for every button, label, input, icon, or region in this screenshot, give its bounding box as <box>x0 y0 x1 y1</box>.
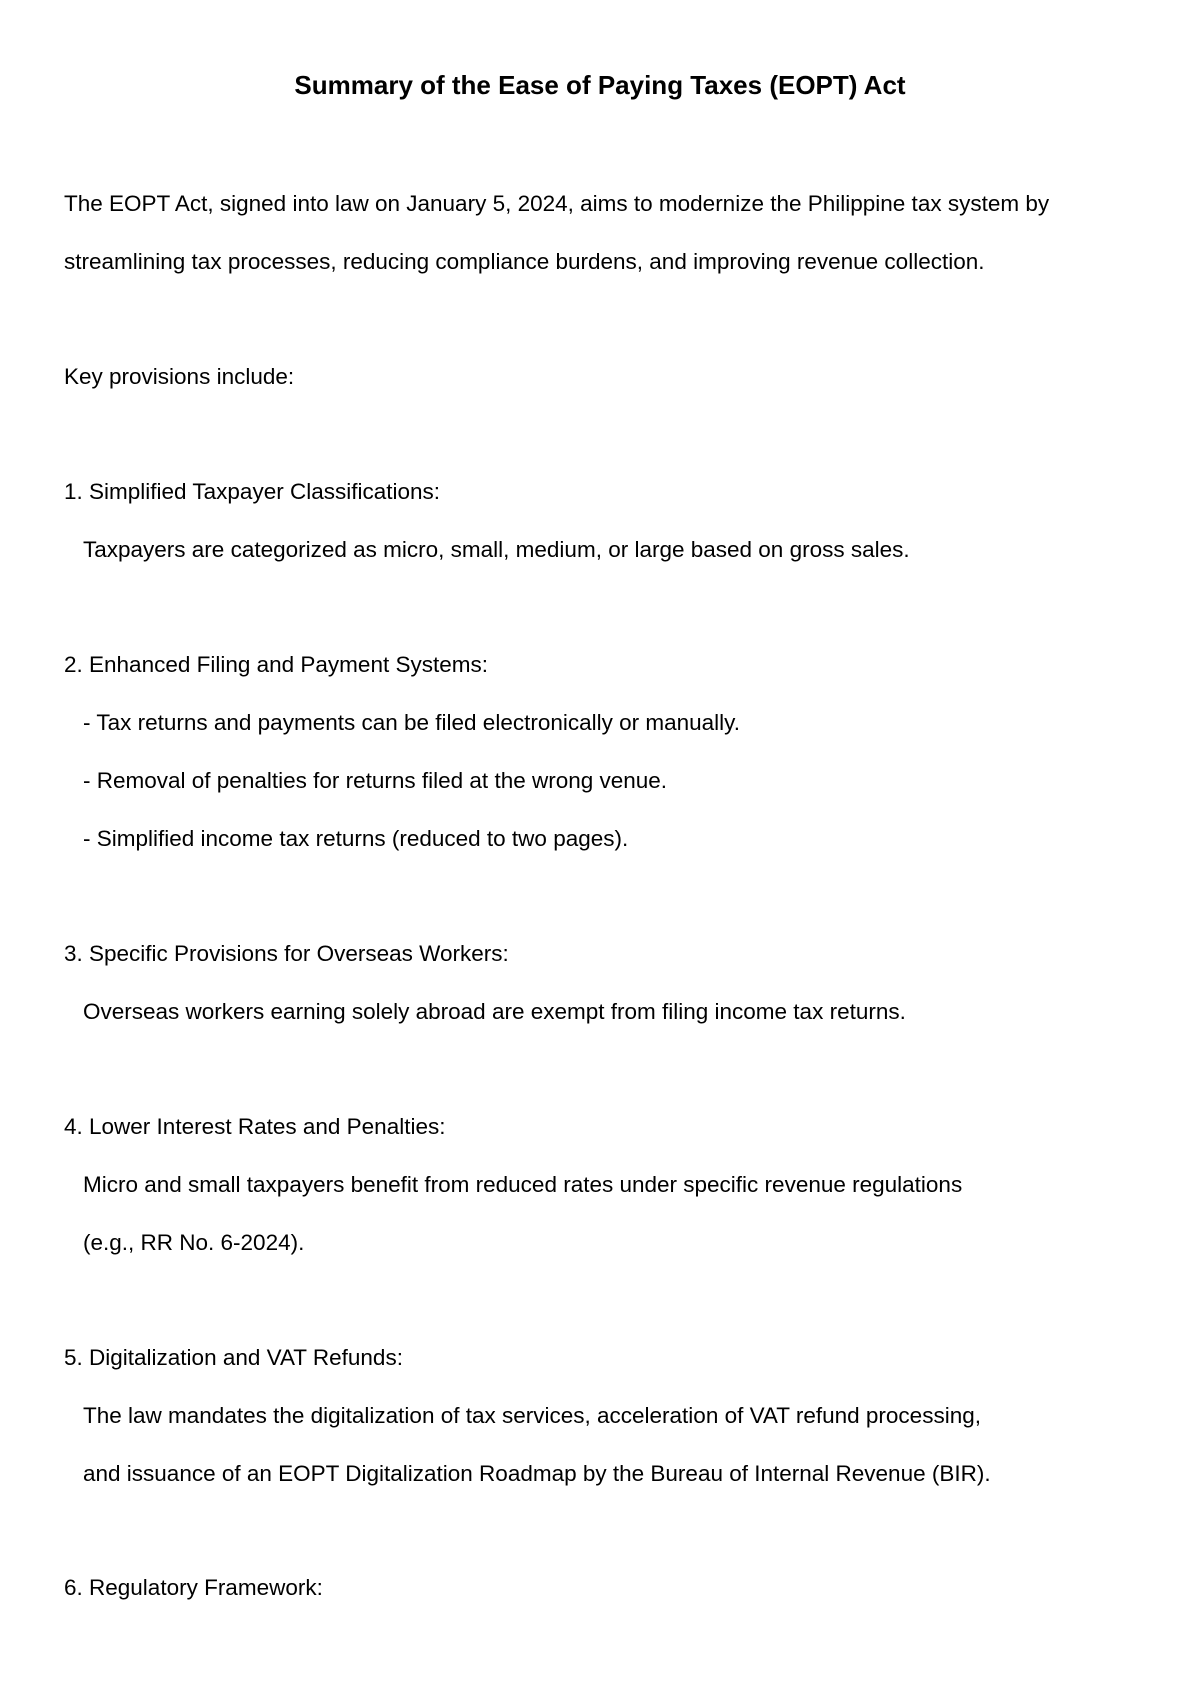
intro-line-2: streamlining tax processes, reducing compliance burdens, and improving revenue collection. <box>64 249 985 274</box>
provision-5-heading: 5. Digitalization and VAT Refunds: <box>64 1345 403 1370</box>
provision-2-line-1: - Tax returns and payments can be filed electronically or manually. <box>83 710 740 735</box>
intro-line-1: The EOPT Act, signed into law on January 5, 2024, aims to modernize the Philippine tax system by <box>64 191 1050 216</box>
provision-3-line-1: Overseas workers earning solely abroad are exempt from filing income tax returns. <box>83 999 906 1024</box>
provision-2-heading: 2. Enhanced Filing and Payment Systems: <box>64 652 488 677</box>
provision-1-line-1: Taxpayers are categorized as micro, small, medium, or large based on gross sales. <box>83 537 910 562</box>
provision-1-heading: 1. Simplified Taxpayer Classifications: <box>64 479 440 504</box>
provision-2-line-2: - Removal of penalties for returns filed at the wrong venue. <box>83 768 668 793</box>
provision-3-heading: 3. Specific Provisions for Overseas Workers: <box>64 941 509 966</box>
provision-2-line-3: - Simplified income tax returns (reduced to two pages). <box>83 826 629 851</box>
provision-4-heading: 4. Lower Interest Rates and Penalties: <box>64 1114 446 1139</box>
document-title: Summary of the Ease of Paying Taxes (EOPT) Act <box>294 70 906 100</box>
provision-4-line-2: (e.g., RR No. 6-2024). <box>83 1230 305 1255</box>
key-provisions-label: Key provisions include: <box>64 364 295 389</box>
provision-4-line-1: Micro and small taxpayers benefit from reduced rates under specific revenue regulations <box>83 1172 963 1197</box>
provision-6-heading: 6. Regulatory Framework: <box>64 1575 323 1600</box>
provision-5-line-1: The law mandates the digitalization of tax services, acceleration of VAT refund processing, <box>83 1403 981 1428</box>
provision-5-line-2: and issuance of an EOPT Digitalization Roadmap by the Bureau of Internal Revenue (BIR). <box>83 1461 991 1486</box>
